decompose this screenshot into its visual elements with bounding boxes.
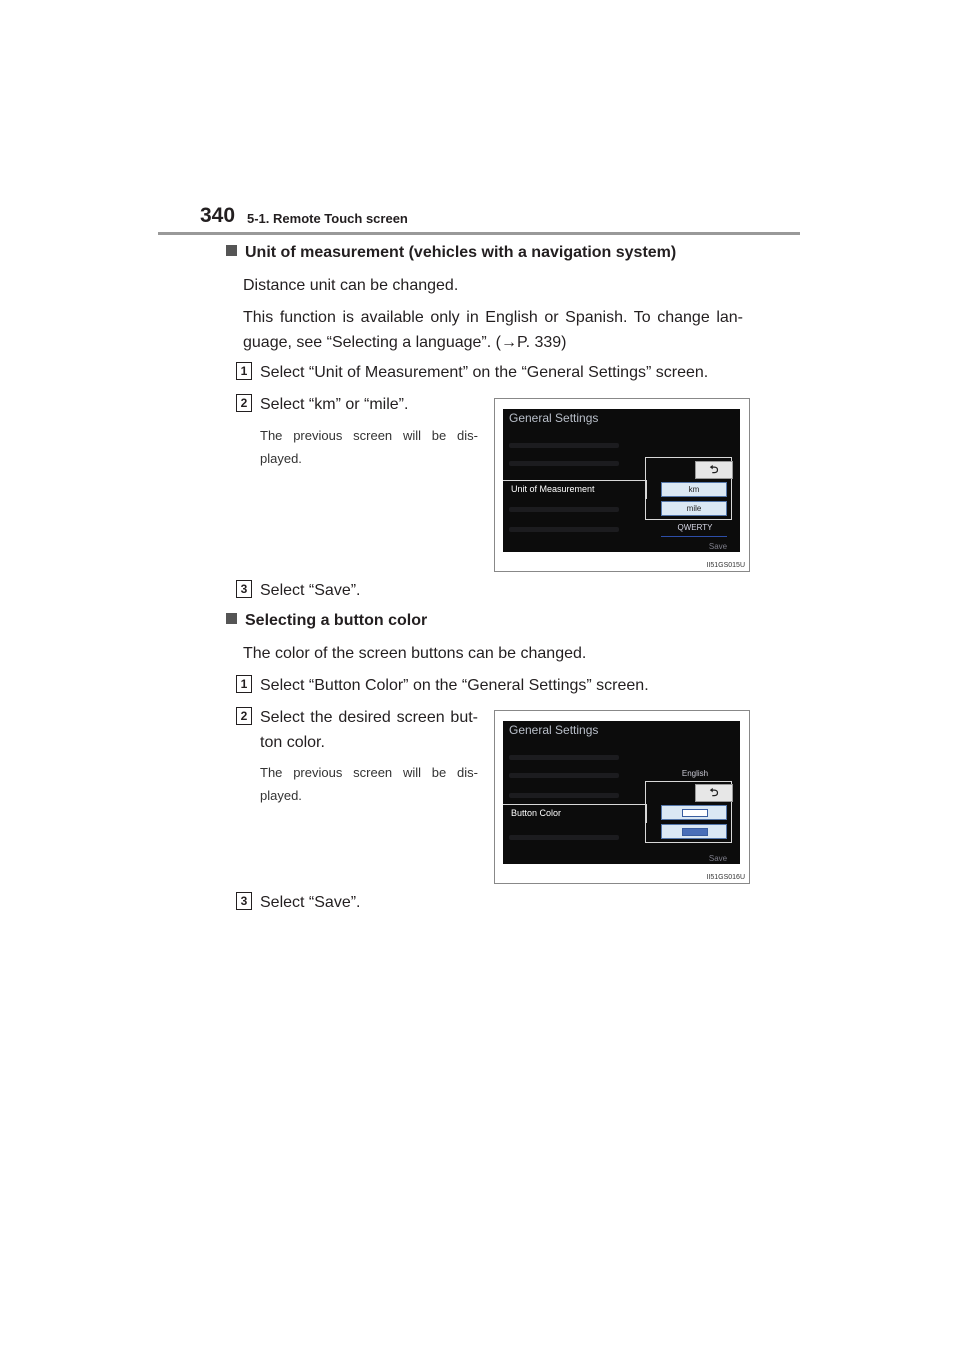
figure-code: II51GS016U	[706, 874, 745, 881]
faded-row	[509, 527, 619, 532]
step-subtext: The previous screen will be dis-played.	[260, 765, 478, 803]
color-swatch	[682, 828, 708, 836]
step-text: Select “Save”.	[260, 894, 361, 911]
square-bullet-icon	[226, 245, 237, 256]
page-number: 340	[200, 204, 236, 227]
option-km-button[interactable]: km	[661, 482, 727, 497]
step-text: Select “Unit of Measurement” on the “General Settings” screen.	[260, 364, 709, 381]
step-badge: 3	[236, 892, 252, 910]
selected-item-label: Unit of Measurement	[511, 484, 595, 494]
faded-row	[509, 793, 619, 798]
step-badge: 3	[236, 580, 252, 598]
faded-row	[509, 443, 619, 448]
step-badge: 1	[236, 362, 252, 380]
display-screen	[503, 409, 740, 552]
back-button[interactable]	[695, 784, 733, 802]
save-button[interactable]: Save	[708, 542, 728, 551]
language-button[interactable]: English	[681, 769, 709, 778]
square-bullet-icon	[226, 613, 237, 624]
back-arrow-icon: ⮌	[709, 787, 719, 799]
step-text: Select “Save”.	[260, 582, 361, 599]
faded-row	[509, 835, 619, 840]
color-swatch	[682, 809, 708, 817]
color-option-light-button[interactable]	[661, 805, 727, 820]
step-text: Select “Button Color” on the “General Settings” screen.	[260, 677, 649, 694]
qwerty-button[interactable]: QWERTY	[677, 523, 713, 532]
section-heading-button-color: Selecting a button color	[226, 612, 427, 630]
back-arrow-icon: ⮌	[709, 464, 719, 476]
screen-title: General Settings	[509, 411, 599, 425]
step-text: Select the desired screen but-ton color.	[260, 709, 478, 751]
header-divider	[158, 232, 800, 235]
screen-title: General Settings	[509, 723, 599, 737]
faded-row	[509, 507, 619, 512]
save-button[interactable]: Save	[708, 854, 728, 863]
step-badge: 2	[236, 394, 252, 412]
step-badge: 2	[236, 707, 252, 725]
screen-figure-button-color	[494, 710, 750, 884]
display-screen	[503, 721, 740, 864]
step-subtext: The previous screen will be dis-played.	[260, 428, 478, 466]
figure-code: II51GS015U	[706, 562, 745, 569]
faded-row	[509, 461, 619, 466]
back-button[interactable]	[695, 461, 733, 479]
button-underline	[661, 536, 727, 537]
step-text: Select “km” or “mile”.	[260, 396, 409, 413]
faded-row	[509, 755, 619, 760]
color-option-blue-button[interactable]	[661, 824, 727, 839]
faded-row	[509, 773, 619, 778]
note-unit: This function is available only in English or Spanish. To change lan-guage, see “Selecting a language”. (→P. 339)	[243, 309, 743, 351]
screen-figure-unit	[494, 398, 750, 572]
intro-button-color: The color of the screen buttons can be changed.	[243, 645, 587, 662]
intro-unit: Distance unit can be changed.	[243, 277, 459, 294]
step-badge: 1	[236, 675, 252, 693]
option-mile-button[interactable]: mile	[661, 501, 727, 516]
section-title: 5-1. Remote Touch screen	[247, 211, 408, 226]
section-heading-unit: Unit of measurement (vehicles with a navigation system)	[226, 244, 676, 262]
selected-item-label: Button Color	[511, 808, 562, 818]
